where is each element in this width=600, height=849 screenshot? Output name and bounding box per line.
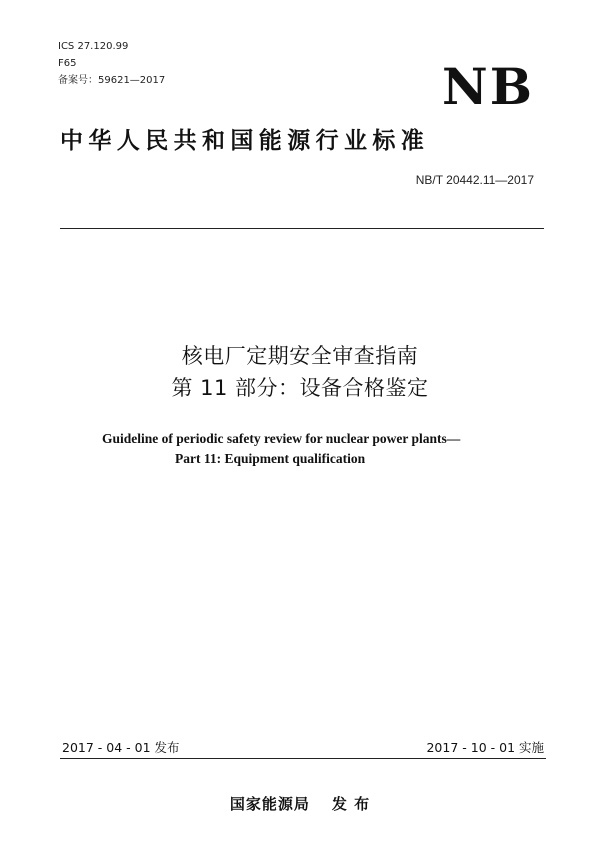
record-number: 备案号：59621—2017 <box>58 75 166 86</box>
publisher-name: 国家能源局 <box>229 795 310 813</box>
publisher-action: 发 布 <box>331 795 371 813</box>
nb-logo: NB <box>442 57 534 116</box>
footer-divider <box>60 758 546 759</box>
ics-code: ICS 27.120.99 <box>58 41 129 52</box>
standard-number: NB/T 20442.11—2017 <box>415 173 534 187</box>
publisher-line <box>0 794 600 814</box>
title-chinese-line-1: 核电厂定期安全审查指南 <box>181 344 419 368</box>
title-english-line-1: Guideline of periodic safety review for nuclear power plants— <box>102 431 461 446</box>
standard-category-title: 中华人民共和国能源行业标准 <box>60 128 430 154</box>
implementation-date: 2017 - 10 - 01 实施 <box>426 740 544 755</box>
classification-code: F65 <box>58 58 77 69</box>
issue-date: 2017 - 04 - 01 发布 <box>62 740 180 755</box>
title-english-line-2: Part 11: Equipment qualification <box>175 451 366 466</box>
header-divider <box>60 228 544 229</box>
title-chinese-line-2: 第 11 部分：设备合格鉴定 <box>171 376 429 400</box>
